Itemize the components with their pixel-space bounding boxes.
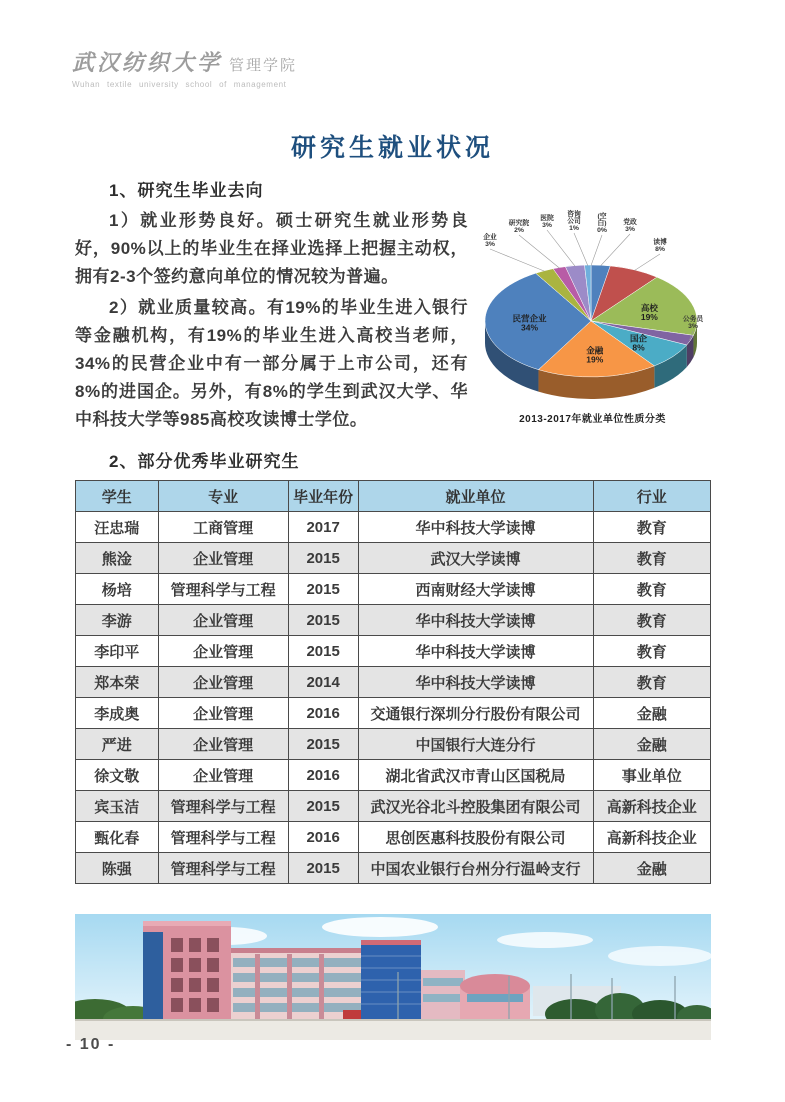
glass-tower-building [361,940,421,1020]
table-cell: 汪忠瑞 [76,512,159,543]
table-cell: 教育 [593,667,711,698]
table-cell: 企业管理 [158,760,288,791]
logo-chinese-name: 武汉纺织大学 [72,50,223,76]
table-row [76,636,711,667]
campus-photo-frame [75,914,711,1040]
pie-slice-label: 咨询公司 1% [567,211,581,232]
section1-heading: 1、研究生毕业去向 [109,181,264,200]
logo-department-name: 管理学院 [229,57,298,74]
main-building [231,948,369,1020]
pie-leader-line [490,249,545,271]
photo-road [75,1020,711,1040]
table-cell: 2015 [288,605,358,636]
column-header: 行业 [593,481,711,512]
table-row [76,605,711,636]
table-cell: 2015 [288,853,358,884]
column-header: 专业 [158,481,288,512]
table-cell: 2015 [288,791,358,822]
table-cell: 李成奥 [76,698,159,729]
table-row [76,822,711,853]
chart-caption: 2013-2017年就业单位性质分类 [519,414,666,425]
table-cell: 华中科技大学读博 [358,605,593,636]
graduates-table-body [76,512,711,884]
table-cell: 管理科学与工程 [158,822,288,853]
table-row [76,729,711,760]
table-row [76,853,711,884]
table-header-row [76,481,711,512]
section2-heading: 2、部分优秀毕业研究生 [109,452,300,471]
page-title: 研究生就业状况 [290,134,494,162]
table-cell: 甄化春 [76,822,159,853]
table-cell: 企业管理 [158,698,288,729]
table-row [76,667,711,698]
table-cell: 2017 [288,512,358,543]
table-row [76,698,711,729]
table-cell: 中国银行大连分行 [358,729,593,760]
table-cell: 管理科学与工程 [158,853,288,884]
logo-english-name: Wuhan textile university school of management [72,80,287,89]
cloud [322,917,438,937]
table-cell: 教育 [593,543,711,574]
table-cell: 思创医惠科技股份有限公司 [358,822,593,853]
employment-pie-chart [474,209,711,409]
table-cell: 2014 [288,667,358,698]
table-cell: 郑本荣 [76,667,159,698]
cloud [608,946,711,966]
table-row [76,574,711,605]
table-cell: 西南财经大学读博 [358,574,593,605]
table-row [76,760,711,791]
cloud [497,932,593,948]
column-header: 就业单位 [358,481,593,512]
column-header: 学生 [76,481,159,512]
table-cell: 2015 [288,543,358,574]
annex-building [421,970,465,1020]
pie-leader-line [591,235,602,266]
table-cell: 金融 [593,853,711,884]
table-cell: 企业管理 [158,667,288,698]
round-building [460,974,530,1020]
table-cell: 华中科技大学读博 [358,636,593,667]
column-header: 毕业年份 [288,481,358,512]
pie-slice-label: 医院 3% [540,215,554,229]
pie-slice-label: 金融 19% [586,345,604,365]
pie-slice-label: 党政 3% [623,219,637,233]
table-cell: 2016 [288,698,358,729]
table-cell: 华中科技大学读博 [358,512,593,543]
content-area [75,174,711,1040]
table-cell: 高新科技企业 [593,791,711,822]
table-cell: 李游 [76,605,159,636]
table-cell: 李印平 [76,636,159,667]
table-cell: 华中科技大学读博 [358,667,593,698]
table-cell: 湖北省武汉市青山区国税局 [358,760,593,791]
table-row [76,512,711,543]
table-cell: 高新科技企业 [593,822,711,853]
table-cell: 徐文敬 [76,760,159,791]
pie-leader-line [547,230,575,266]
table-cell: 教育 [593,512,711,543]
paragraph-employment-quality: 2）就业质量较高。有19%的毕业生进入银行等金融机构，有19%的毕业生进入高校当老师，34%的民营企业中有一部分属于上市公司，还有8%的进国企。另外，有8%的学生到武汉大学、华中科技大学等985高校攻读博士学位。 [75,298,468,429]
table-cell: 宾玉洁 [76,791,159,822]
table-cell: 企业管理 [158,605,288,636]
table-cell: 2015 [288,636,358,667]
graduates-table [75,480,711,884]
university-logo [72,46,297,89]
left-tower-building [143,921,231,1020]
table-cell: 金融 [593,729,711,760]
table-cell: 教育 [593,605,711,636]
page-number: - 10 - [66,1036,116,1053]
employment-pie-chart-box [474,209,711,425]
table-cell: 2016 [288,760,358,791]
table-cell: 管理科学与工程 [158,791,288,822]
pie-slice-label: 民营企业 34% [512,313,547,333]
table-cell: 2015 [288,574,358,605]
table-cell: 陈强 [76,853,159,884]
table-cell: 企业管理 [158,636,288,667]
pie-leader-line [574,233,588,266]
pie-slice-label: 高校 19% [640,302,658,322]
table-cell: 熊淦 [76,543,159,574]
table-cell: 工商管理 [158,512,288,543]
table-cell: 中国农业银行台州分行温岭支行 [358,853,593,884]
pie-chart-svg [474,209,711,409]
table-cell: 交通银行深圳分行股份有限公司 [358,698,593,729]
table-cell: 企业管理 [158,729,288,760]
table-row [76,791,711,822]
table-cell: 金融 [593,698,711,729]
table-cell: 管理科学与工程 [158,574,288,605]
table-row [76,543,711,574]
photo-curb [75,1019,711,1021]
graduates-table-head [76,481,711,512]
pie-slice-label: 读博 8% [653,239,667,253]
table-cell: 2015 [288,729,358,760]
pie-slice-label: (空白) 0% [597,213,607,234]
pie-slice-label: 研究院 2% [508,220,530,234]
table-cell: 武汉光谷北斗控股集团有限公司 [358,791,593,822]
table-cell: 2016 [288,822,358,853]
campus-photo [75,914,711,1040]
paragraph-employment-situation: 1）就业形势良好。硕士研究生就业形势良好，90%以上的毕业生在择业选择上把握主动权，拥有2-3个签约意向单位的情况较为普遍。 [75,211,468,286]
table-cell: 事业单位 [593,760,711,791]
table-cell: 企业管理 [158,543,288,574]
pie-slice-label: 企业 3% [483,234,497,248]
pie-leader-line [634,254,660,271]
pie-slice-label: 国企 8% [630,333,648,353]
table-cell: 教育 [593,574,711,605]
pie-leader-line [601,234,630,266]
table-cell: 教育 [593,636,711,667]
table-cell: 杨培 [76,574,159,605]
table-cell: 严进 [76,729,159,760]
table-cell: 武汉大学读博 [358,543,593,574]
pie-slice-label: 公务员 3% [682,316,704,330]
